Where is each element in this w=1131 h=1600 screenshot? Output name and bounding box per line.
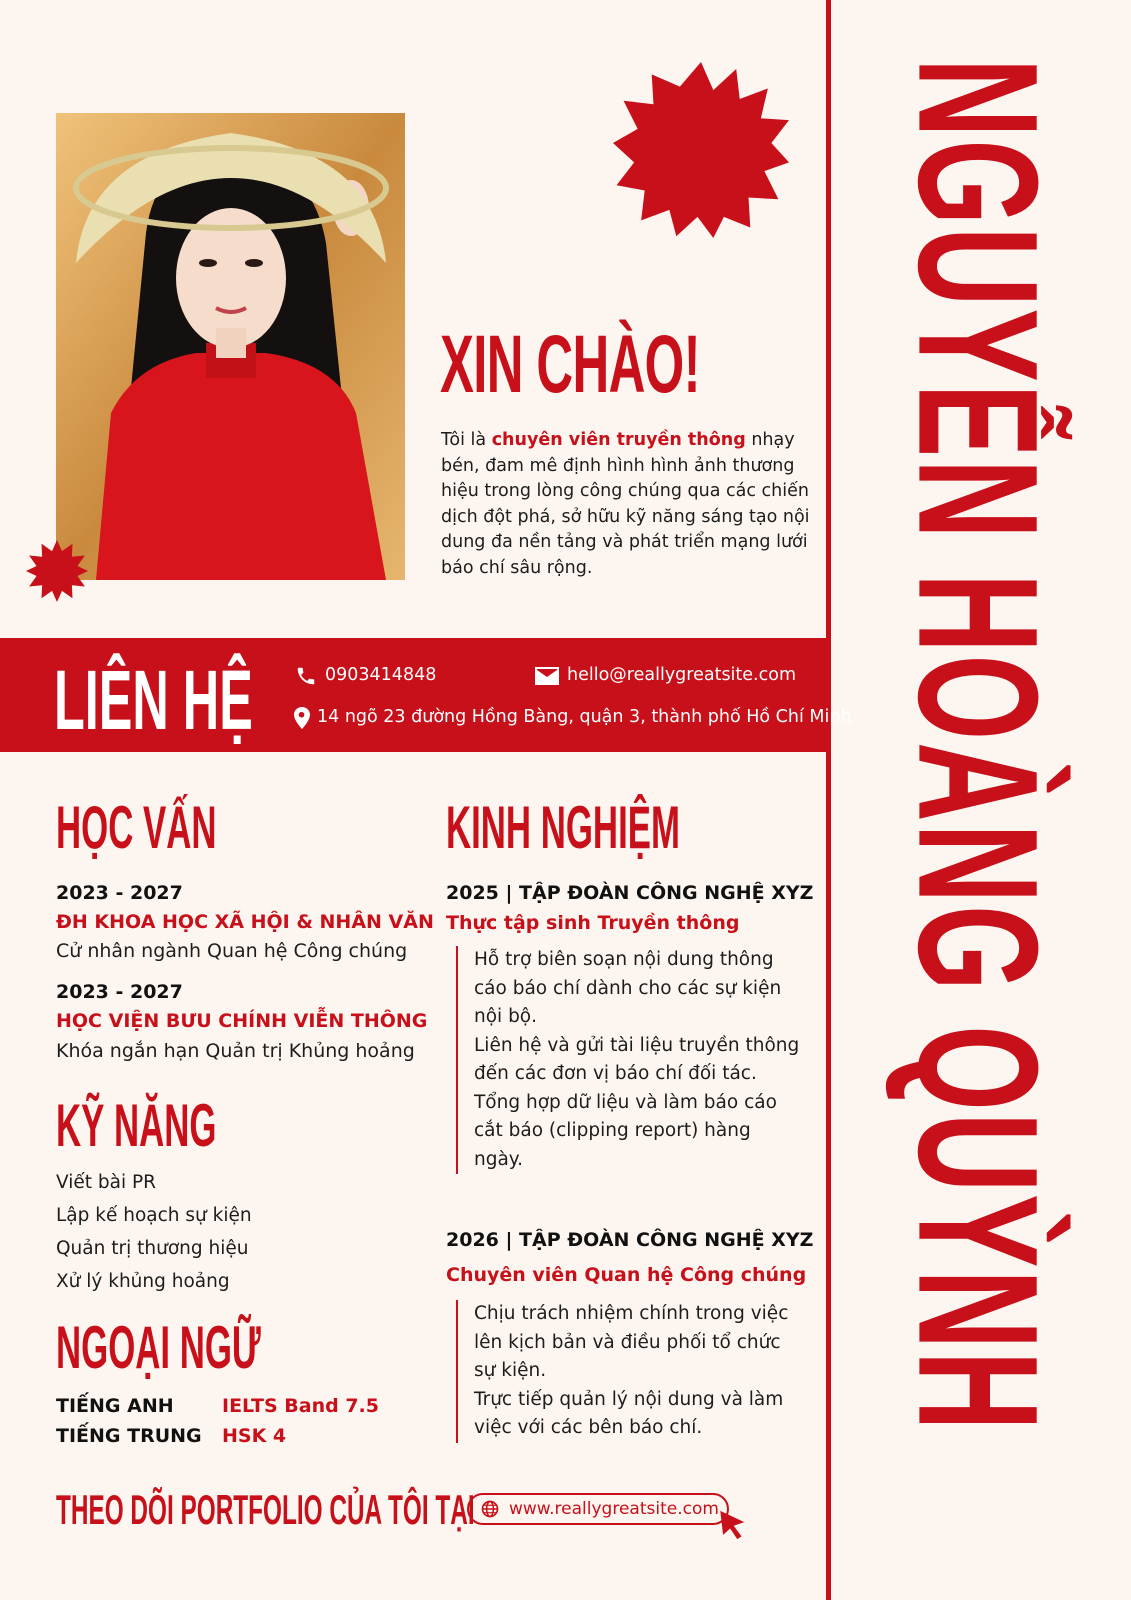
intro-paragraph [441, 428, 811, 581]
contact-email[interactable]: hello@reallygreatsite.com [567, 665, 796, 685]
experience-duties [456, 946, 804, 1174]
greeting-title: XIN CHÀO! [440, 319, 700, 410]
intro-highlight: chuyên viên truyền thông [491, 430, 746, 450]
languages-title: NGOẠI NGỮ [56, 1314, 261, 1381]
education-degree: Khóa ngắn hạn Quản trị Khủng hoảng [56, 1040, 415, 1062]
starburst-large-icon [613, 62, 789, 238]
candidate-name: NGUYỄN HOÀNG QUỲNH [882, 58, 1073, 1433]
experience-header: 2025 | TẬP ĐOÀN CÔNG NGHỆ XYZ [446, 882, 814, 904]
education-title: HỌC VẤN [56, 794, 217, 861]
portfolio-label: THEO DÕI PORTFOLIO CỦA TÔI TẠI [56, 1486, 475, 1533]
mail-icon [535, 666, 559, 686]
education-years: 2023 - 2027 [56, 882, 183, 904]
experience-role: Thực tập sinh Truyền thông [446, 912, 740, 934]
location-pin-icon [294, 707, 310, 729]
duty-item: Trực tiếp quản lý nội dung và làm việc với các bên báo chí. [474, 1388, 784, 1438]
globe-icon [481, 1500, 499, 1518]
intro-text-after: nhạy bén, đam mê định hình hình ảnh thương hiệu trong lòng công chúng qua các chiến dịch đột phá, sở hữu kỹ năng sáng tạo nội dung đa nền tảng và phát triển mạng lưới báo chí sâu rộng. [441, 430, 810, 578]
name-vertical [870, 58, 1130, 1558]
skill-item: Xử lý khủng hoảng [56, 1271, 230, 1292]
duty-item: Hỗ trợ biên soạn nội dung thông cáo báo chí dành cho các sự kiện nội bộ. [474, 949, 782, 1027]
language-name: TIẾNG TRUNG [56, 1425, 202, 1447]
education-degree: Cử nhân ngành Quan hệ Công chúng [56, 940, 408, 962]
education-years: 2023 - 2027 [56, 981, 183, 1003]
profile-photo [56, 113, 405, 580]
website-url: www.reallygreatsite.com [509, 1499, 719, 1519]
cursor-icon [716, 1508, 750, 1542]
education-school: ĐH KHOA HỌC XÃ HỘI & NHÂN VĂN [56, 911, 434, 933]
starburst-small-icon [26, 540, 88, 602]
language-level: IELTS Band 7.5 [222, 1395, 379, 1417]
language-level: HSK 4 [222, 1425, 287, 1447]
contact-address: 14 ngõ 23 đường Hồng Bàng, quận 3, thành phố Hồ Chí Minh [317, 707, 852, 727]
experience-role: Chuyên viên Quan hệ Công chúng [446, 1264, 807, 1286]
duty-item: Liên hệ và gửi tài liệu truyền thông đến các đơn vị báo chí đối tác. [474, 1034, 800, 1084]
duty-item: Tổng hợp dữ liệu và làm báo cáo cắt báo (clipping report) hàng ngày. [474, 1091, 777, 1170]
vertical-divider [826, 0, 831, 1600]
skills-title: KỸ NĂNG [56, 1092, 217, 1159]
intro-text-before: Tôi là [441, 430, 492, 450]
contact-title: LIÊN HỆ [54, 653, 253, 747]
skill-item: Quản trị thương hiệu [56, 1238, 249, 1259]
experience-title: KINH NGHIỆM [446, 794, 680, 861]
education-school: HỌC VIỆN BƯU CHÍNH VIỄN THÔNG [56, 1010, 428, 1032]
duty-item: Chịu trách nhiệm chính trong việc lên kịch bản và điều phối tổ chức sự kiện. [474, 1303, 789, 1381]
experience-header: 2026 | TẬP ĐOÀN CÔNG NGHỆ XYZ [446, 1229, 814, 1251]
skill-item: Viết bài PR [56, 1172, 157, 1193]
language-name: TIẾNG ANH [56, 1395, 174, 1417]
contact-phone[interactable]: 0903414848 [325, 665, 437, 685]
skill-item: Lập kế hoạch sự kiện [56, 1205, 252, 1226]
website-link[interactable] [467, 1493, 729, 1525]
phone-icon [295, 665, 317, 687]
experience-duties [456, 1300, 804, 1443]
